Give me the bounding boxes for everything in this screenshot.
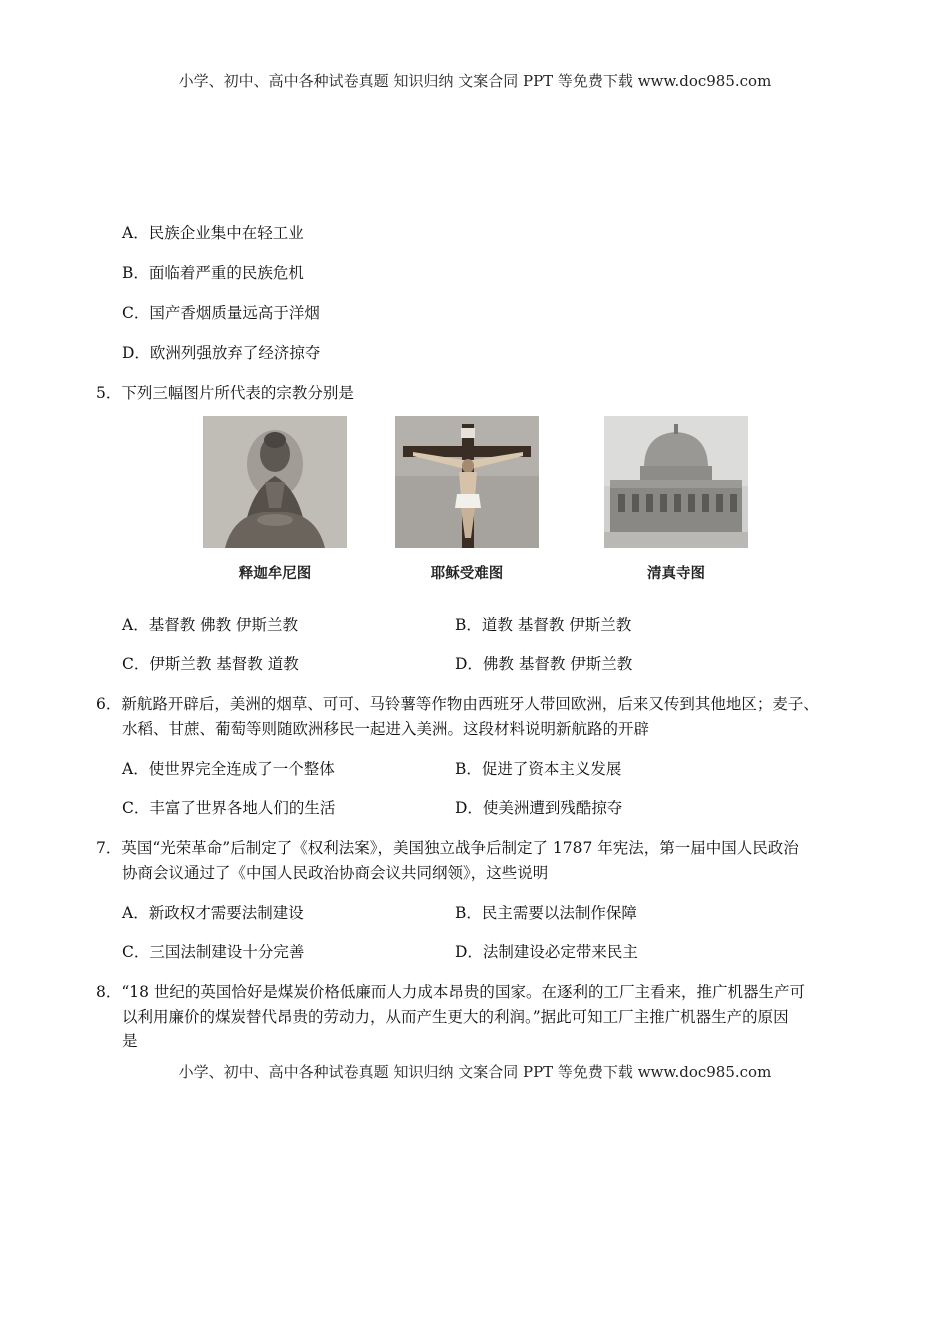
q7-stem-line-1: 7．英国“光荣革命”后制定了《权利法案》，美国独立战争后制定了 1787 年宪法，第一届中国人民政治 (96, 839, 799, 857)
page-header: 小学、初中、高中各种试卷真题 知识归纳 文案合同 PPT 等免费下载 www.doc985.com (178, 72, 772, 90)
caption-buddha: 释迦牟尼图 (238, 565, 312, 582)
q6-option-b: B．促进了资本主义发展 (455, 760, 622, 778)
q5-stem: 5．下列三幅图片所代表的宗教分别是 (96, 384, 354, 402)
q6-option-c: C．丰富了世界各地人们的生活 (122, 799, 336, 817)
q6-stem-line-2: 水稻、甘蔗、葡萄等则随欧洲移民一起进入美洲。这段材料说明新航路的开辟 (122, 720, 650, 738)
q4-option-d: D．欧洲列强放弃了经济掠夺 (122, 344, 321, 362)
q5-option-c: C．伊斯兰教 基督教 道教 (122, 655, 299, 673)
caption-crucifixion: 耶稣受难图 (430, 565, 504, 582)
q6-option-a: A．使世界完全连成了一个整体 (122, 760, 335, 778)
q4-option-b: B．面临着严重的民族危机 (122, 264, 304, 282)
q6-option-d: D．使美洲遭到残酷掠夺 (455, 799, 623, 817)
q4-option-a: A．民族企业集中在轻工业 (122, 224, 304, 242)
q7-stem-line-2: 协商会议通过了《中国人民政治协商会议共同纲领》，这些说明 (122, 864, 549, 882)
buddha-image (203, 416, 347, 548)
q7-option-b: B．民主需要以法制作保障 (455, 904, 637, 922)
q5-option-a: A．基督教 佛教 伊斯兰教 (122, 616, 299, 634)
q5-option-b: B．道教 基督教 伊斯兰教 (455, 616, 632, 634)
q5-option-d: D．佛教 基督教 伊斯兰教 (455, 655, 633, 673)
q8-stem-line-1: 8．“18 世纪的英国恰好是煤炭价格低廉而人力成本昂贵的国家。在逐利的工厂主看来，推广机器生产可 (96, 983, 805, 1001)
caption-mosque: 清真寺图 (647, 565, 705, 582)
q7-option-c: C．三国法制建设十分完善 (122, 943, 305, 961)
q7-option-d: D．法制建设必定带来民主 (455, 943, 638, 961)
mosque-image (604, 416, 748, 548)
q6-stem-line-1: 6．新航路开辟后，美洲的烟草、可可、马铃薯等作物由西班牙人带回欧洲，后来又传到其他地区；麦子、 (96, 695, 819, 713)
crucifixion-image (395, 416, 539, 548)
page-footer: 小学、初中、高中各种试卷真题 知识归纳 文案合同 PPT 等免费下载 www.doc985.com (178, 1063, 772, 1081)
q8-stem-line-2: 以利用廉价的煤炭替代昂贵的劳动力，从而产生更大的利润。”据此可知工厂主推广机器生产的原因 (122, 1008, 789, 1026)
q4-option-c: C．国产香烟质量远高于洋烟 (122, 304, 320, 322)
q8-stem-line-3: 是 (122, 1032, 138, 1050)
q7-option-a: A．新政权才需要法制建设 (122, 904, 304, 922)
